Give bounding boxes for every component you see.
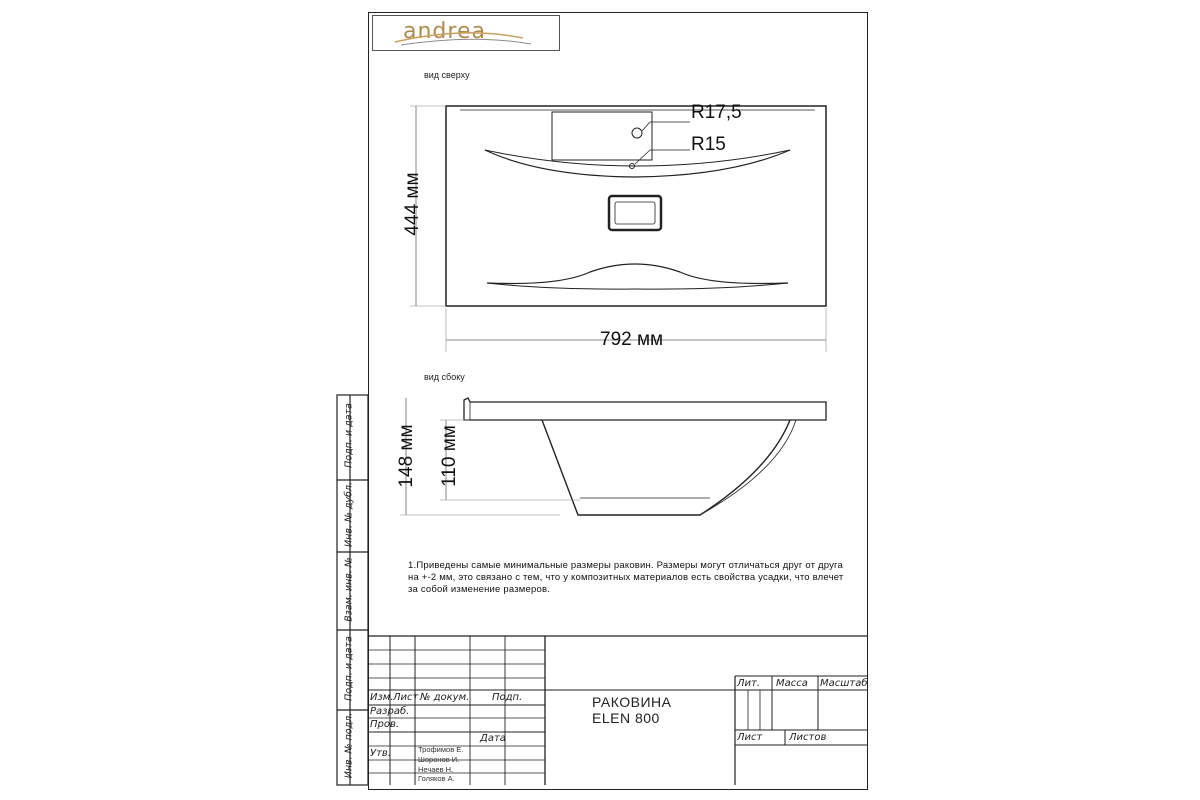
dimension-note: 1.Приведены самые минимальные размеры раковин. Размеры могут отличаться друг от друга на +-2 мм, это связано с тем, что у композитных материалов есть свойства усадки, что влечет за собой изменение размеров. <box>408 560 844 595</box>
tb-col-lit: Лит. <box>737 678 761 689</box>
tb-row-checked: Пров. <box>370 719 400 730</box>
tb-col-scale: Масштаб <box>820 678 868 689</box>
brand-logo: andrea <box>403 19 486 44</box>
width-dimension: 792 мм <box>600 329 664 350</box>
tb-col-mass: Масса <box>776 678 808 689</box>
tb-name-2: Шоронов И. <box>418 755 460 764</box>
tb-header-list: Лист <box>393 692 419 703</box>
tb-sheets: Листов <box>789 732 827 743</box>
tb-name-1: Трофимов Е. <box>418 745 464 754</box>
height-total-dimension: 148 мм <box>396 424 417 488</box>
tb-name-4: Голяков А. <box>418 774 455 783</box>
stamp-label-5: Инв. № подл. <box>343 712 355 779</box>
side-view <box>400 398 826 515</box>
product-title-line1: РАКОВИНА <box>592 694 672 710</box>
tb-sheet: Лист <box>737 732 763 743</box>
tb-row-approved: Утв. <box>370 748 391 759</box>
tb-header-doc: № докум. <box>420 692 470 703</box>
stamp-label-2: Инв. № дубл. <box>343 482 355 547</box>
tb-header-date: Дата <box>480 733 506 744</box>
depth-dimension: 444 мм <box>402 172 423 236</box>
tb-name-3: Нечаев Н. <box>418 765 454 774</box>
radius-label-1: R17,5 <box>691 102 742 123</box>
side-view-label: вид сбоку <box>424 372 465 382</box>
tb-row-developed: Разраб. <box>370 706 410 717</box>
top-view-label: вид сверху <box>424 70 470 80</box>
tb-header-izm: Изм. <box>370 692 394 703</box>
stamp-label-4: Подп. и дата <box>343 636 355 701</box>
top-view <box>410 106 826 352</box>
product-title-line2: ELEN 800 <box>592 710 660 726</box>
stamp-label-1: Подп. и дата <box>343 403 355 468</box>
tb-header-sign: Подп. <box>492 692 523 703</box>
height-bowl-dimension: 110 мм <box>439 425 460 487</box>
radius-label-2: R15 <box>691 134 726 155</box>
product-title <box>592 694 671 726</box>
stamp-label-3: Взам. инв. № <box>343 557 355 622</box>
